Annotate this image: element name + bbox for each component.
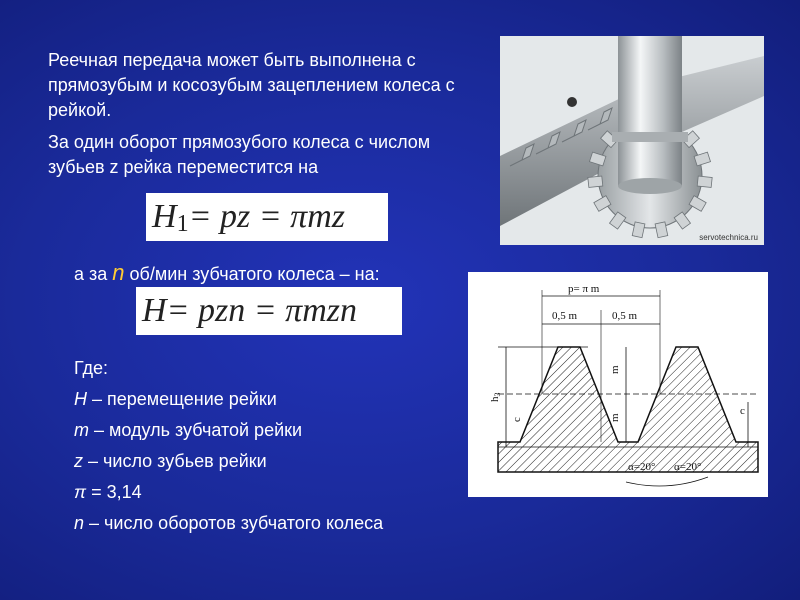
pitch-label: p= π m (568, 283, 600, 295)
formula-h1-lhs: H (152, 198, 177, 235)
c-left-label: c (511, 417, 523, 422)
paragraph-rack-types: Реечная передача может быть выполнена с прямозубым и косозубым зацеплением колеса с рейкой. (48, 50, 455, 120)
h3-label: h3 (489, 392, 502, 402)
legend-symbol: n (74, 513, 85, 533)
alpha-left-label: α=20° (628, 461, 656, 473)
line-n-revolutions (74, 260, 380, 286)
rack-pinion-illustration (500, 36, 764, 245)
legend-symbol: H (74, 389, 87, 409)
tooth-profile-drawing (468, 272, 768, 497)
legend-desc: – модуль зубчатой рейки (89, 420, 303, 440)
paragraph-one-revolution: За один оборот прямозубого колеса с числом зубьев z рейка переместится на (48, 132, 431, 177)
clearance-c-label: c (740, 405, 745, 417)
legend-item (74, 508, 383, 539)
line3-suffix: об/мин зубчатого колеса – на: (124, 264, 380, 284)
photo-credit: servotechnica.ru (699, 233, 758, 242)
legend-desc: – число зубьев рейки (83, 451, 267, 471)
legend-symbol: m (74, 420, 89, 440)
rack-and-pinion-photo (500, 36, 764, 245)
m-bottom-label: m (609, 413, 621, 422)
legend-item (74, 415, 383, 446)
legend-heading: Где: (74, 358, 109, 378)
legend-symbol: z (74, 451, 83, 471)
formula-h-text: H= pzn = πmzn (142, 292, 357, 329)
legend-list (74, 353, 383, 539)
legend-desc: = 3,14 (86, 482, 142, 502)
half-pitch-left-label: 0,5 m (552, 310, 578, 322)
legend-symbol: π (74, 482, 87, 502)
m-top-label: m (609, 365, 621, 374)
legend-item (74, 384, 383, 415)
formula-h (136, 287, 402, 335)
rack-tooth-profile-diagram (468, 272, 768, 497)
formula-h1 (146, 193, 388, 241)
legend-item (74, 477, 383, 508)
legend-desc: – число оборотов зубчатого колеса (84, 513, 384, 533)
alpha-right-label: α=20° (674, 461, 702, 473)
line3-prefix: а за (74, 264, 113, 284)
legend-item (74, 446, 383, 477)
line3-n-symbol: n (112, 260, 125, 285)
legend-desc: – перемещение рейки (87, 389, 277, 409)
formula-h1-rest: = pz = πmz (188, 198, 345, 235)
half-pitch-right-label: 0,5 m (612, 310, 638, 322)
formula-h1-subscript: 1 (176, 211, 189, 237)
